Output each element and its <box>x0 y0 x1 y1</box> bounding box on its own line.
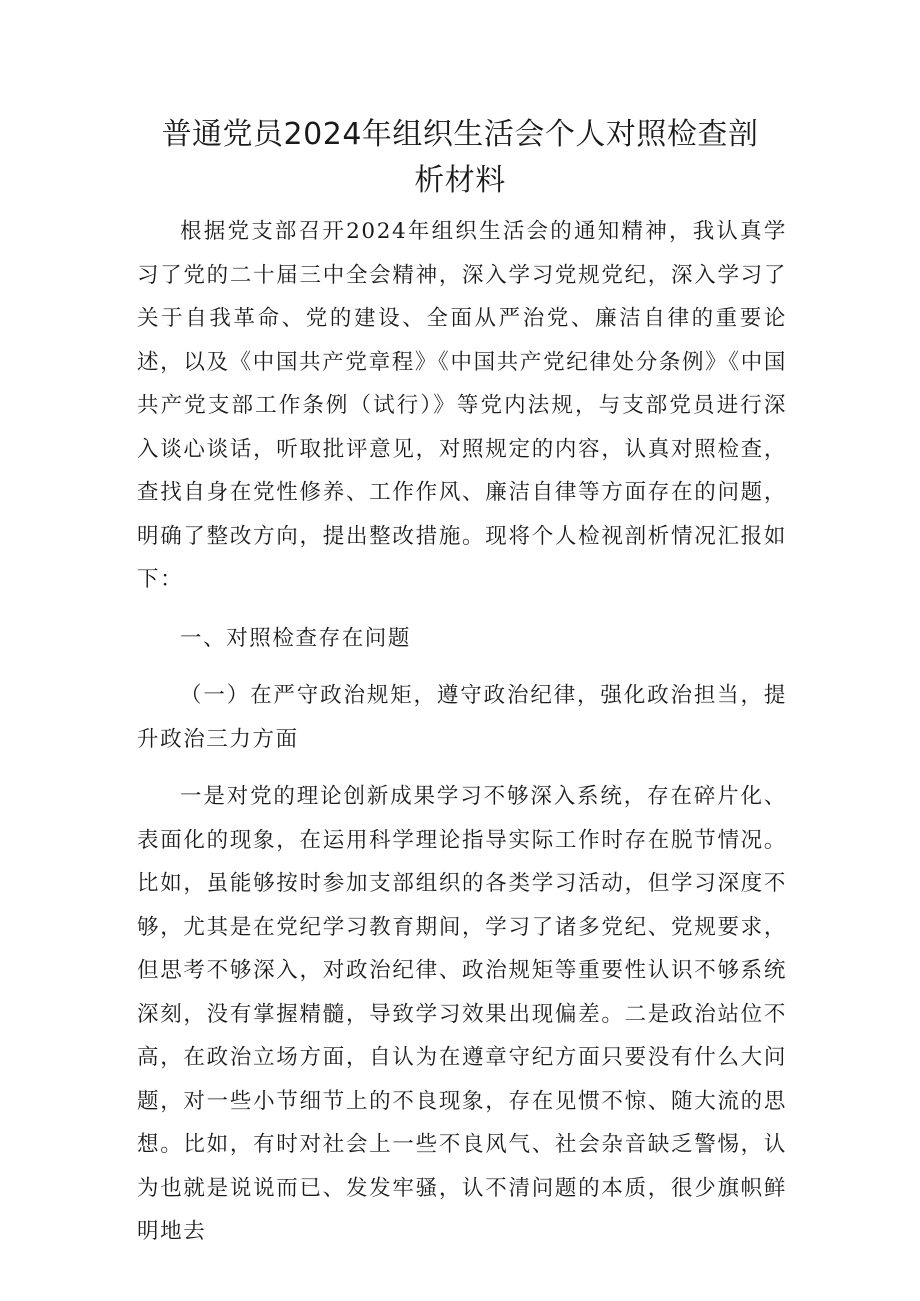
section-heading: 一、对照检查存在问题 <box>180 625 412 651</box>
title-line-2: 析材料 <box>414 163 506 198</box>
subsection-heading: （一）在严守政治规矩，遵守政治纪律，强化政治担当，提升政治三力方面 <box>137 683 787 752</box>
intro-paragraph: 根据党支部召开2024年组织生活会的通知精神，我认真学习了党的二十届三中全会精神，深入学习党规党纪，深入学习了关于自我革命、党的建设、全面从严治党、廉洁自律的重要论述，以及《中国共产党章程》《中国共产党纪律处分条例》《中国共产党支部工作条例（试行）》等党内法规，与支部党员进行深入谈心谈话，听取批评意见，对照规定的内容，认真对照检查，查找自身在党性修养、工作作风、廉洁自律等方面存在的问题，明确了整改方向，提出整改措施。现将个人检视剖析情况汇报如下： <box>137 219 787 592</box>
document-title <box>140 112 780 204</box>
body-paragraph: 一是对党的理论创新成果学习不够深入系统，存在碎片化、表面化的现象，在运用科学理论指导实际工作时存在脱节情况。比如，虽能够按时参加支部组织的各类学习活动，但学习深度不够，尤其是在党纪学习教育期间，学习了诸多党纪、党规要求，但思考不够深入，对政治纪律、政治规矩等重要性认识不够系统深刻，没有掌握精髓，导致学习效果出现偏差。二是政治站位不高，在政治立场方面，自认为在遵章守纪方面只要没有什么大问题，对一些小节细节上的不良现象，存在见惯不惊、随大流的思想。比如，有时对社会上一些不良风气、社会杂音缺乏警惕，认为也就是说说而已、发发牢骚，认不清问题的本质，很少旗帜鲜明地去 <box>137 784 787 1244</box>
title-line-1: 普通党员2024年组织生活会个人对照检查剖 <box>161 117 759 152</box>
document-body <box>137 210 787 1254</box>
